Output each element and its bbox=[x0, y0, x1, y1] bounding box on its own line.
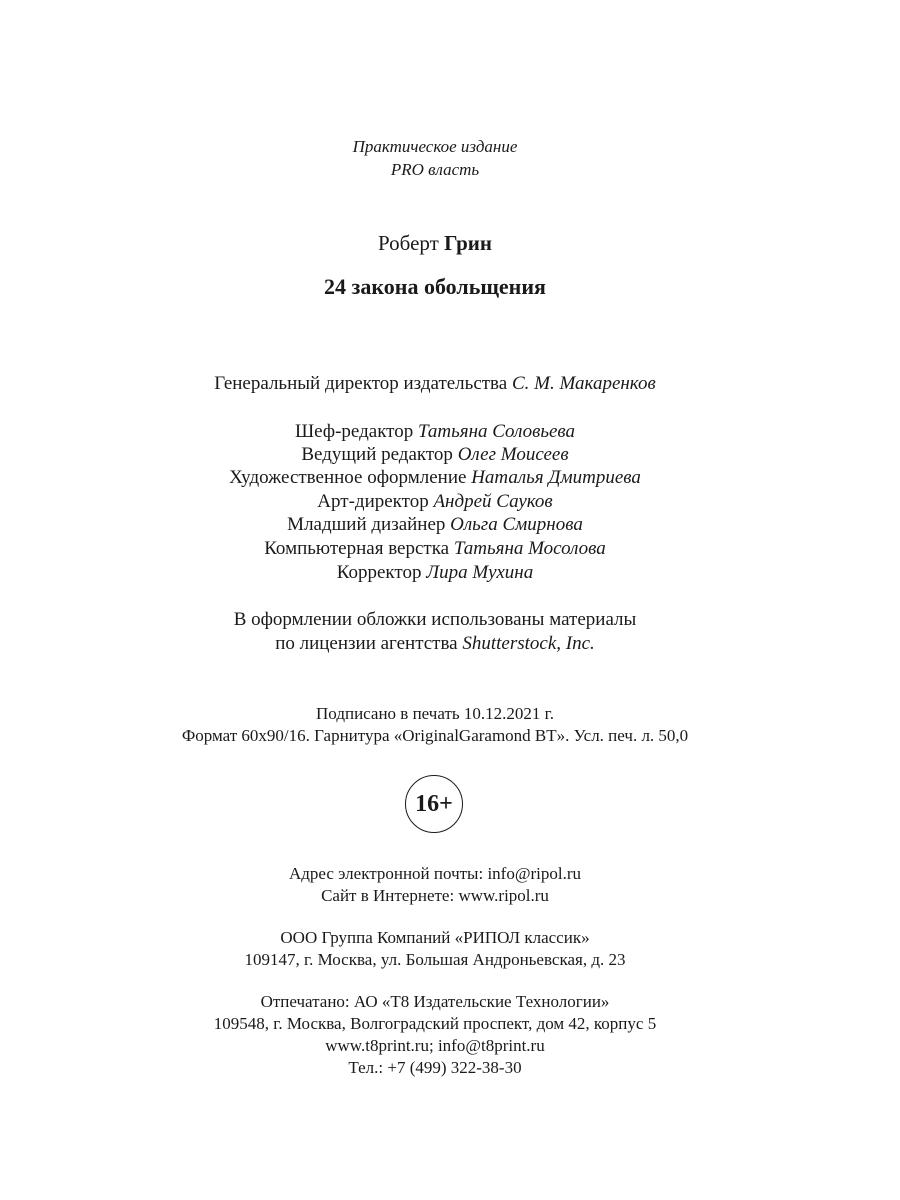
author-name bbox=[0, 231, 870, 255]
staff-name: Олег Моисеев bbox=[457, 444, 569, 465]
series-name: PRO власть bbox=[390, 160, 480, 179]
staff-line bbox=[0, 466, 870, 490]
staff-name: Ольга Смирнова bbox=[450, 514, 583, 535]
print-format: Формат 60х90/16. Гарнитура «OriginalGaramond BT». Усл. печ. л. 50,0 bbox=[181, 726, 689, 745]
staff-line bbox=[0, 443, 870, 467]
printer-phone: Тел.: +7 (499) 322-38-30 bbox=[348, 1058, 522, 1077]
staff-role: Шеф-редактор bbox=[294, 421, 414, 442]
age-rating-badge: 16+ bbox=[405, 775, 463, 833]
staff-name: Андрей Сауков bbox=[433, 491, 553, 512]
printer-name: Отпечатано: АО «Т8 Издательские Технологии» bbox=[260, 992, 610, 1011]
cover-credit-agency: Shutterstock, Inc. bbox=[462, 633, 595, 654]
print-signed: Подписано в печать 10.12.2021 г. bbox=[316, 704, 554, 723]
cover-credit-prefix: по лицензии агентства bbox=[275, 633, 458, 654]
staff-name: Лира Мухина bbox=[426, 562, 534, 583]
staff-line bbox=[0, 537, 870, 561]
author-first-name: Роберт bbox=[378, 231, 439, 255]
staff-role: Младший дизайнер bbox=[287, 514, 446, 535]
staff-line bbox=[0, 561, 870, 585]
staff-role: Ведущий редактор bbox=[301, 444, 453, 465]
contact-email: Адрес электронной почты: info@ripol.ru bbox=[288, 864, 581, 883]
staff-name: Татьяна Соловьева bbox=[418, 421, 576, 442]
cover-credit-license bbox=[0, 632, 870, 656]
book-title: 24 закона обольщения bbox=[324, 274, 546, 299]
printer-address: 109548, г. Москва, Волгоградский проспект, дом 42, корпус 5 bbox=[213, 1014, 657, 1033]
series-label: Практическое издание bbox=[352, 137, 518, 156]
author-last-name: Грин bbox=[444, 231, 492, 255]
staff-role: Корректор bbox=[336, 562, 422, 583]
staff-role: Компьютерная верстка bbox=[264, 538, 450, 559]
contact-site: Сайт в Интернете: www.ripol.ru bbox=[321, 886, 549, 905]
staff-name: Татьяна Мосолова bbox=[453, 538, 606, 559]
staff-line bbox=[0, 420, 870, 444]
director-role: Генеральный директор издательства bbox=[214, 373, 508, 394]
staff-role: Арт-директор bbox=[317, 491, 429, 512]
staff-name: Наталья Дмитриева bbox=[471, 467, 641, 488]
director-name: С. М. Макаренков bbox=[511, 373, 656, 394]
publisher-name: ООО Группа Компаний «РИПОЛ классик» bbox=[280, 928, 590, 947]
staff-role: Художественное оформление bbox=[229, 467, 467, 488]
staff-line bbox=[0, 490, 870, 514]
printer-web: www.t8print.ru; info@t8print.ru bbox=[325, 1036, 545, 1055]
cover-credit-line: В оформлении обложки использованы материалы bbox=[233, 609, 637, 630]
publisher-address: 109147, г. Москва, ул. Большая Андроньевская, д. 23 bbox=[244, 950, 626, 969]
director-line bbox=[0, 372, 870, 396]
staff-line bbox=[0, 513, 870, 537]
